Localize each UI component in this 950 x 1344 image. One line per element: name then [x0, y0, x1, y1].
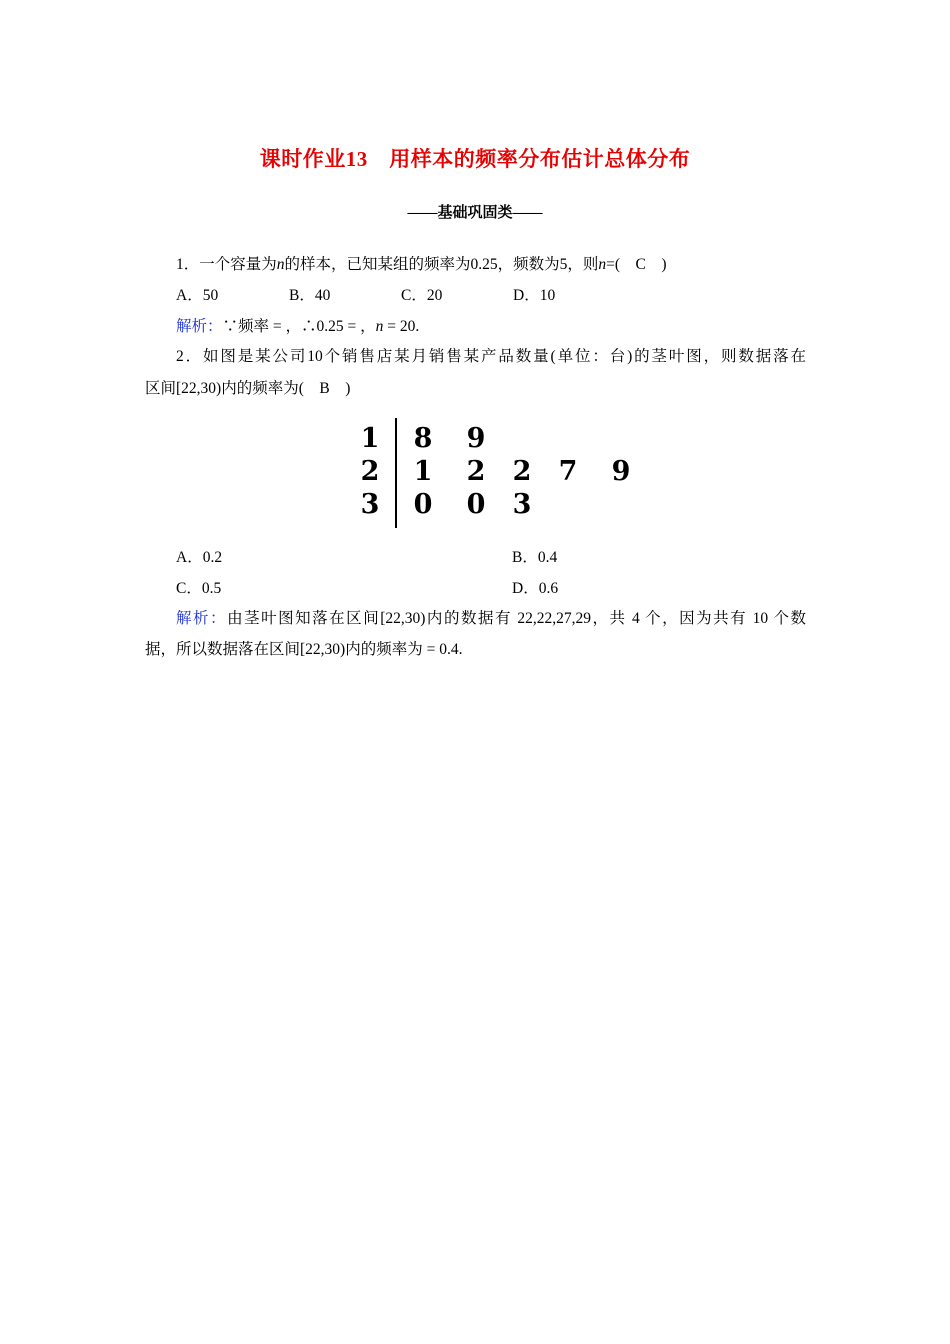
- question-2-option-b: B．0.4: [512, 549, 558, 566]
- question-1-option-d: D．10: [513, 287, 556, 304]
- variable-n: n: [598, 256, 607, 273]
- question-1-option-a: A．50: [176, 287, 219, 304]
- stem-2: 2: [360, 456, 380, 487]
- question-2-option-d: D．0.6: [512, 580, 559, 597]
- leaf: 3: [512, 489, 532, 520]
- question-2-stem-line-1: 2．如图是某公司10个销售店某月销售某产品数量(单位：台)的茎叶图，则数据落在: [176, 348, 806, 365]
- question-1-option-c: C．20: [401, 287, 443, 304]
- analysis-text: 由茎叶图知落在区间[22,30)内的数据有 22,22,27,29，共 4 个，因为共有 10 个数: [227, 610, 806, 627]
- analysis-text: ∵频率 = ，∴0.25 = ，: [222, 318, 376, 335]
- analysis-label: 解析：: [176, 610, 228, 627]
- leaf: 8: [413, 423, 433, 454]
- question-2-stem-line-2: 区间[22,30)内的频率为( B ): [145, 380, 351, 397]
- question-1-stem: [176, 252, 667, 274]
- variable-n: n: [276, 256, 285, 273]
- question-1-analysis: [176, 314, 419, 336]
- stem-1: 1: [360, 423, 380, 454]
- question-1-text-a: 1．一个容量为: [176, 256, 277, 273]
- question-2-option-a: A．0.2: [176, 549, 223, 566]
- leaf: 7: [558, 456, 578, 487]
- leaf: 1: [413, 456, 433, 487]
- leaf: 9: [466, 423, 486, 454]
- analysis-text: = 20.: [383, 318, 420, 335]
- leaf: 0: [413, 489, 433, 520]
- leaf: 9: [611, 456, 631, 487]
- leaf: 2: [512, 456, 532, 487]
- question-1-text-c: =( C ): [606, 256, 667, 273]
- analysis-label: 解析：: [176, 318, 223, 335]
- question-2-analysis-line-2: 据，所以数据落在区间[22,30)内的频率为 = 0.4.: [145, 641, 463, 658]
- question-1-text-b: 的样本，已知某组的频率为0.25，频数为5，则: [284, 256, 599, 273]
- leaf: 0: [466, 489, 486, 520]
- question-2-analysis-line-1: [176, 606, 806, 628]
- question-2-option-c: C．0.5: [176, 580, 222, 597]
- variable-n: n: [375, 318, 384, 335]
- question-1-option-b: B．40: [289, 287, 331, 304]
- section-heading: ——基础巩固类——: [407, 205, 543, 221]
- stem-3: 3: [360, 489, 380, 520]
- stem-leaf-divider: [395, 418, 397, 528]
- page-title: 课时作业13 用样本的频率分布估计总体分布: [259, 147, 691, 171]
- leaf: 2: [466, 456, 486, 487]
